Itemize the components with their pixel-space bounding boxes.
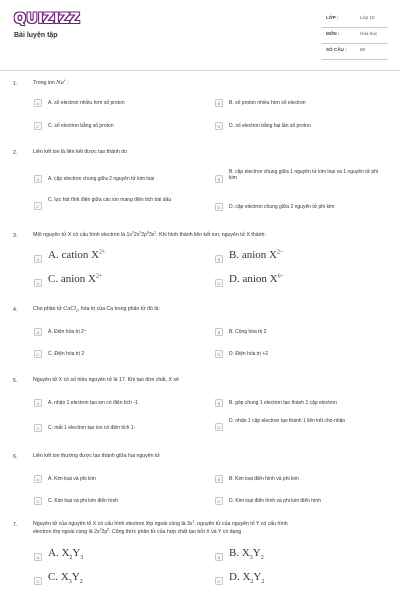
quizizz-logo: QUIZIZZ <box>14 11 81 27</box>
question-number: 2. <box>13 150 18 156</box>
meta-subject: MÔN : Hóa học <box>322 28 388 44</box>
option-text: C. anion $X^{2+}$ <box>48 273 103 285</box>
question-text: Nguyên tử của nguyên tố X có cấu hình electron lớp ngoài cùng là $3s^1$, nguyên tử của nguyên tố Y có cấu hình electron lớp ngoài cùng là $2s^22p^5$. Công thức phân tử của hợp chất tạo bởi X và Y có dạng <box>33 519 288 535</box>
question-text: Một nguyên tử X có cấu hình electron là $1s^22s^22p^63s^2$. Khi hình thành liên kết ion, nguyên tử X thành: <box>33 230 266 238</box>
question-number: 1. <box>13 81 18 87</box>
option-text: A. $X_2Y_3$ <box>48 547 84 562</box>
option-text: A. cation $X^{2+}$ <box>48 249 106 261</box>
question-number: 7. <box>13 522 18 528</box>
question-number: 3. <box>13 233 18 239</box>
question-text: Cho phân tử CaCl$_2$, hóa trị của Ca trong phân tử đó là: <box>33 306 160 314</box>
question-number: 5. <box>13 378 18 384</box>
question-text: Liên kết ion thường được tạo thành giữa hai nguyên tử <box>33 453 160 459</box>
meta-question-count: SỐ CÂU : 60 <box>322 44 388 60</box>
question-number: 4. <box>13 307 18 313</box>
meta-class: LỚP : Lớp 10 <box>322 12 388 28</box>
question-number: 6. <box>13 454 18 460</box>
header-divider <box>0 70 400 71</box>
option-text: C. $X_3Y_2$ <box>48 571 83 586</box>
worksheet-header <box>0 0 400 66</box>
question-text: Trong ion Na+ : <box>33 78 69 86</box>
question-text: Nguyên tử X có số hiệu nguyên tử là 17. Khi tạo đơn chất, X sẽ <box>33 377 179 383</box>
option-text: B. $X_3Y_2$ <box>229 547 264 562</box>
option-text: D. $X_2Y_2$ <box>229 571 265 586</box>
page-title: Bài luyện tập <box>14 32 58 39</box>
option-text: B. anion $X^{2-}$ <box>229 249 284 261</box>
question-text: Liên kết ion là liên kết được tạo thành do <box>33 149 127 155</box>
option-text: D. anion $X^{6-}$ <box>229 273 284 285</box>
